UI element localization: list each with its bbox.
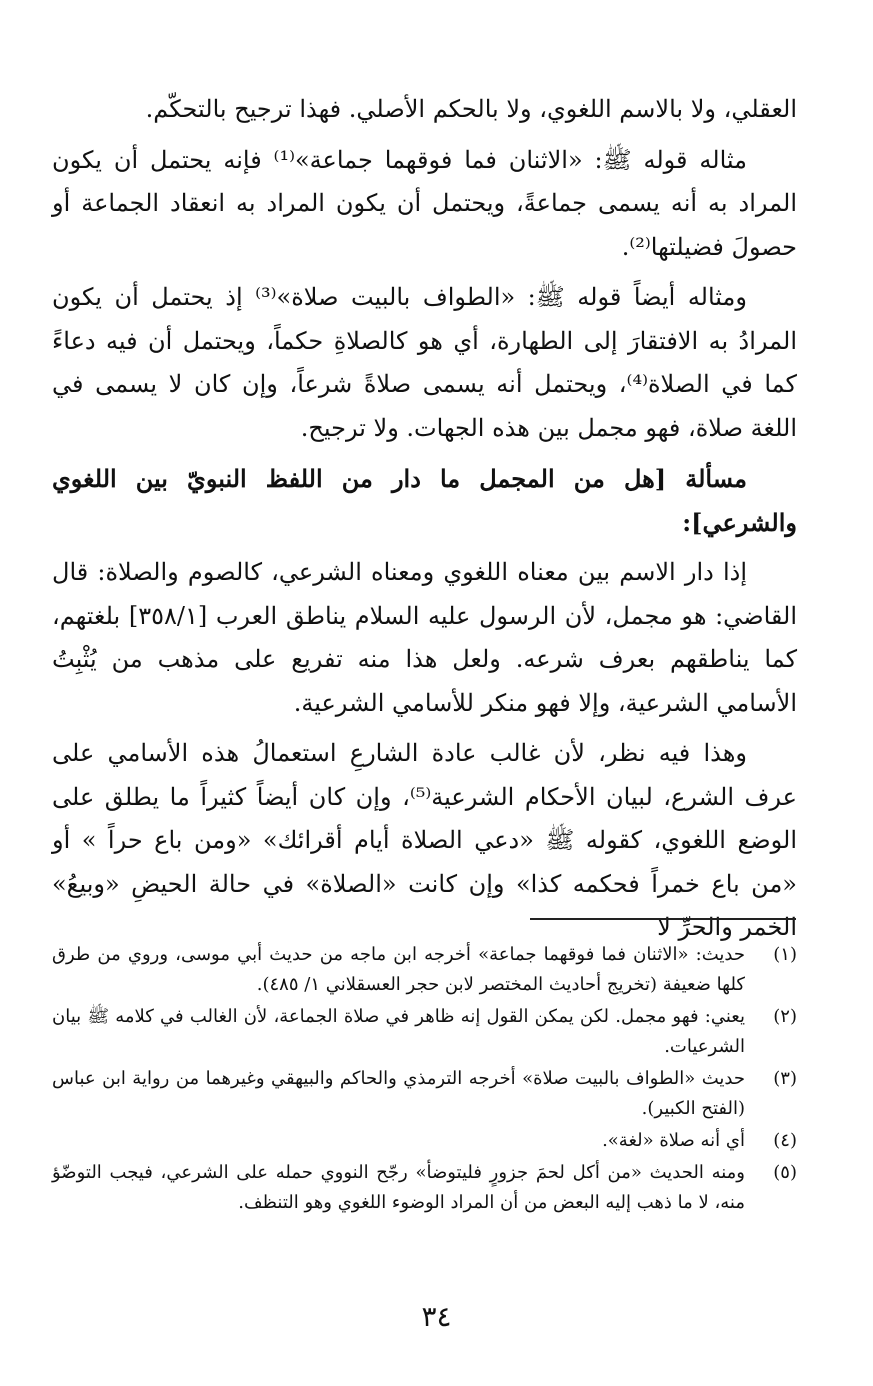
footnote-number: (٢) — [773, 1006, 797, 1027]
footnote-text: حديث: «الاثنان فما فوقهما جماعة» أخرجه ابن ماجه من حديث أبي موسى، وروي من طرق كلها ضعيفة (تخريج أحاديث المختصر لابن حجر العسقلاني ١/ ٤٨٥). — [52, 944, 745, 995]
footnote-number: (٤) — [773, 1130, 797, 1151]
footnote-text: أي أنه صلاة «لغة». — [602, 1130, 745, 1151]
footnote-divider — [530, 918, 796, 920]
footnote — [52, 1064, 797, 1124]
paragraph-example-congregation: مثاله قوله ﷺ: «الاثنان فما فوقهما جماعة»⁽¹⁾ فإنه يحتمل أن يكون المراد به أنه يسمى جماعةً، ويحتمل أن يكون المراد به انعقاد الجماعة أو حصولَ فضيلتها⁽²⁾. — [52, 145, 797, 261]
footnote-text: ومنه الحديث «من أكل لحمَ جزورٍ فليتوضأ» رجّح النووي حمله على الشرعي، فيجب التوضّؤ منه، لا ما ذهب إليه البعض من أن المراد الوضوء اللغوي وهو التنظف. — [52, 1162, 745, 1213]
paragraph-example-tawaf: ومثاله أيضاً قوله ﷺ: «الطواف بالبيت صلاة»⁽³⁾ إذ يحتمل أن يكون المرادُ به الافتقارَ إلى الطهارة، أي هو كالصلاةِ حكماً، ويحتمل أن فيه دعاءً كما في الصلاة⁽⁴⁾، ويحتمل أنه يسمى صلاةً شرعاً، وإن كان لا يسمى في اللغة صلاة، فهو مجمل بين هذه الجهات. ولا ترجيح. — [52, 283, 797, 442]
paragraph-qadi-opinion: إذا دار الاسم بين معناه اللغوي ومعناه الشرعي، كالصوم والصلاة: قال القاضي: هو مجمل، لأن الرسول عليه السلام يناطق العرب [٣٥٨/١] بلغتهم، كما يناطقهم بعرف شرعه. ولعل هذا منه تفريع على مذهب من يُثْبِتُ الأسامي الشرعية، وإلا فهو منكر للأسامي الشرعية. — [52, 558, 798, 717]
footnote — [52, 1158, 797, 1218]
footnote-number: (٥) — [773, 1162, 797, 1183]
paragraph-critique: وهذا فيه نظر، لأن غالب عادة الشارعِ استعمالُ هذه الأسامي على عرف الشرع، لبيان الأحكام الشرعية⁽⁵⁾، وإن كان أيضاً كثيراً ما يطلق على الوضع اللغوي، كقوله ﷺ «دعي الصلاة أيام أقرائك» «ومن باع حراً » أو «من باع خمراً فحكمه كذا» وإن كانت «الصلاة» في حالة الحيضِ «وبيعُ» الخمر والحرِّ لا — [52, 739, 797, 941]
footnote — [52, 1126, 797, 1156]
footnote-number: (١) — [773, 944, 797, 965]
footnotes — [52, 940, 797, 1220]
paragraph-continuation: العقلي، ولا بالاسم اللغوي، ولا بالحكم الأصلي. فهذا ترجيح بالتحكّم. — [145, 95, 797, 123]
footnote-text: حديث «الطواف بالبيت صلاة» أخرجه الترمذي والحاكم والبيهقي وغيرهما من رواية ابن عباس (الفتح الكبير). — [52, 1068, 745, 1119]
section-heading: مسألة [هل من المجمل ما دار من اللفظ النبويّ بين اللغوي والشرعي]: — [52, 464, 797, 537]
footnote-number: (٣) — [773, 1068, 797, 1089]
footnote — [52, 1002, 797, 1062]
footnote-text: يعني: فهو مجمل. لكن يمكن القول إنه ظاهر في صلاة الجماعة، لأن الغالب في كلامه ﷺ بيان الشرعيات. — [52, 1006, 745, 1057]
main-text — [52, 88, 797, 957]
page-number: ٣٤ — [421, 1300, 452, 1333]
footnote — [52, 940, 797, 1000]
